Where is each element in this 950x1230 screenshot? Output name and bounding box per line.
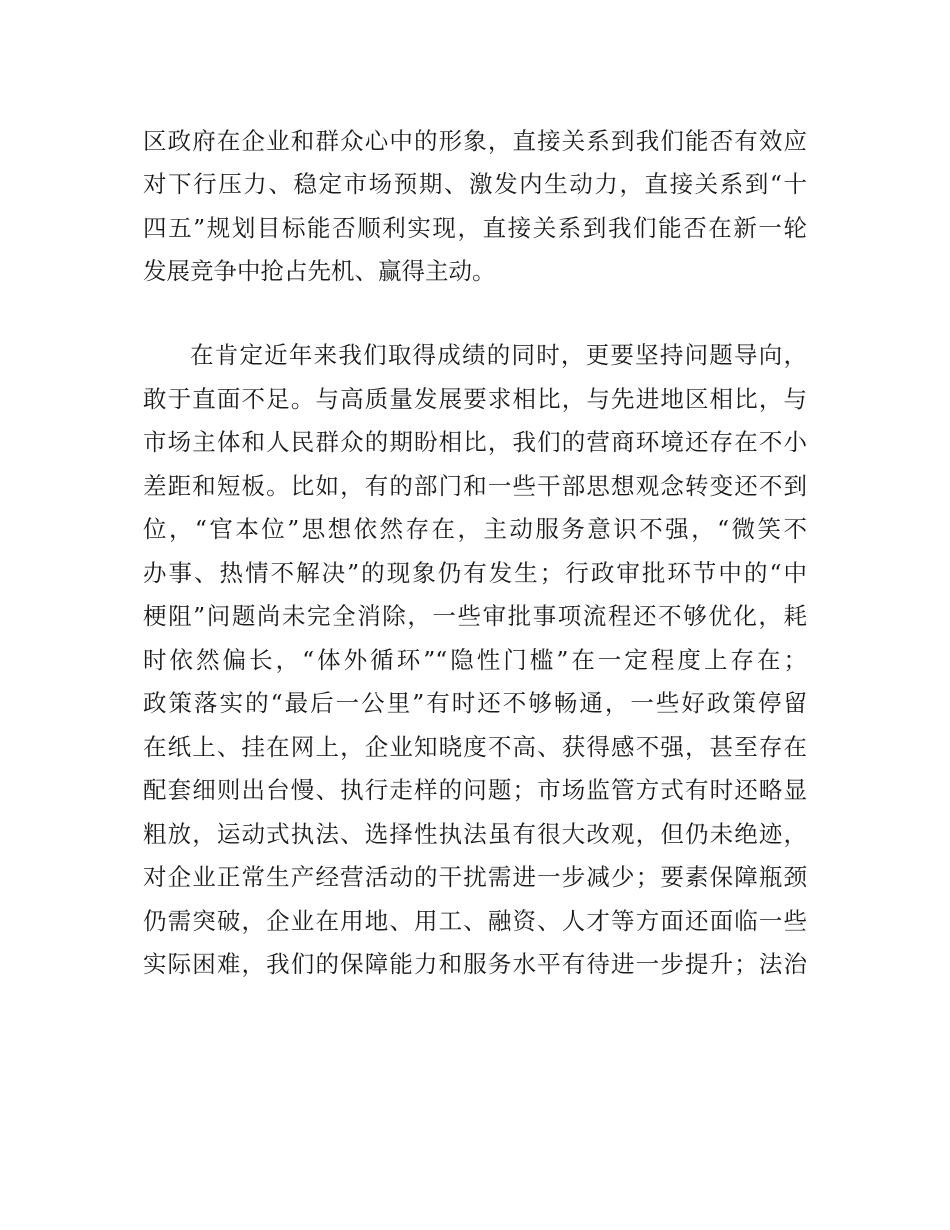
paragraph-line: 对下行压力、稳定市场预期、激发内生动力，直接关系到“十 [143,170,807,198]
paragraph-line: 配套细则出台慢、执行走样的问题；市场监管方式有时还略显 [143,776,807,804]
paragraph-line: 在纸上、挂在网上，企业知晓度不高、获得感不强，甚至存在 [143,733,807,761]
paragraph-line: 敢于直面不足。与高质量发展要求相比，与先进地区相比，与 [143,385,807,413]
paragraph-line: 政策落实的“最后一公里”有时还不够畅通，一些好政策停留 [143,689,807,717]
paragraph-line: 位，“官本位”思想依然存在，主动服务意识不强，“微笑不 [143,515,807,543]
paragraph-line: 对企业正常生产经营活动的干扰需进一步减少；要素保障瓶颈 [143,863,807,891]
paragraph-line: 实际困难，我们的保障能力和服务水平有待进一步提升；法治 [143,950,807,978]
paragraph-line: 在肯定近年来我们取得成绩的同时，更要坚持问题导向， [190,341,807,369]
paragraph-line: 市场主体和人民群众的期盼相比，我们的营商环境还存在不小 [143,428,807,456]
paragraph-line: 差距和短板。比如，有的部门和一些干部思想观念转变还不到 [143,472,807,500]
paragraph-line: 区政府在企业和群众心中的形象，直接关系到我们能否有效应 [143,127,807,155]
paragraph-line: 时依然偏长，“体外循环”“隐性门槛”在一定程度上存在； [143,646,807,674]
paragraph-line: 四五”规划目标能否顺利实现，直接关系到我们能否在新一轮 [143,214,807,242]
paragraph-line: 仍需突破，企业在用地、用工、融资、人才等方面还面临一些 [143,907,807,935]
paragraph-line: 梗阻”问题尚未完全消除，一些审批事项流程还不够优化，耗 [143,602,807,630]
paragraph-line: 办事、热情不解决”的现象仍有发生；行政审批环节中的“中 [143,559,807,587]
paragraph-line: 发展竞争中抢占先机、赢得主动。 [143,257,496,285]
paragraph-line: 粗放，运动式执法、选择性执法虽有很大改观，但仍未绝迹， [143,820,807,848]
